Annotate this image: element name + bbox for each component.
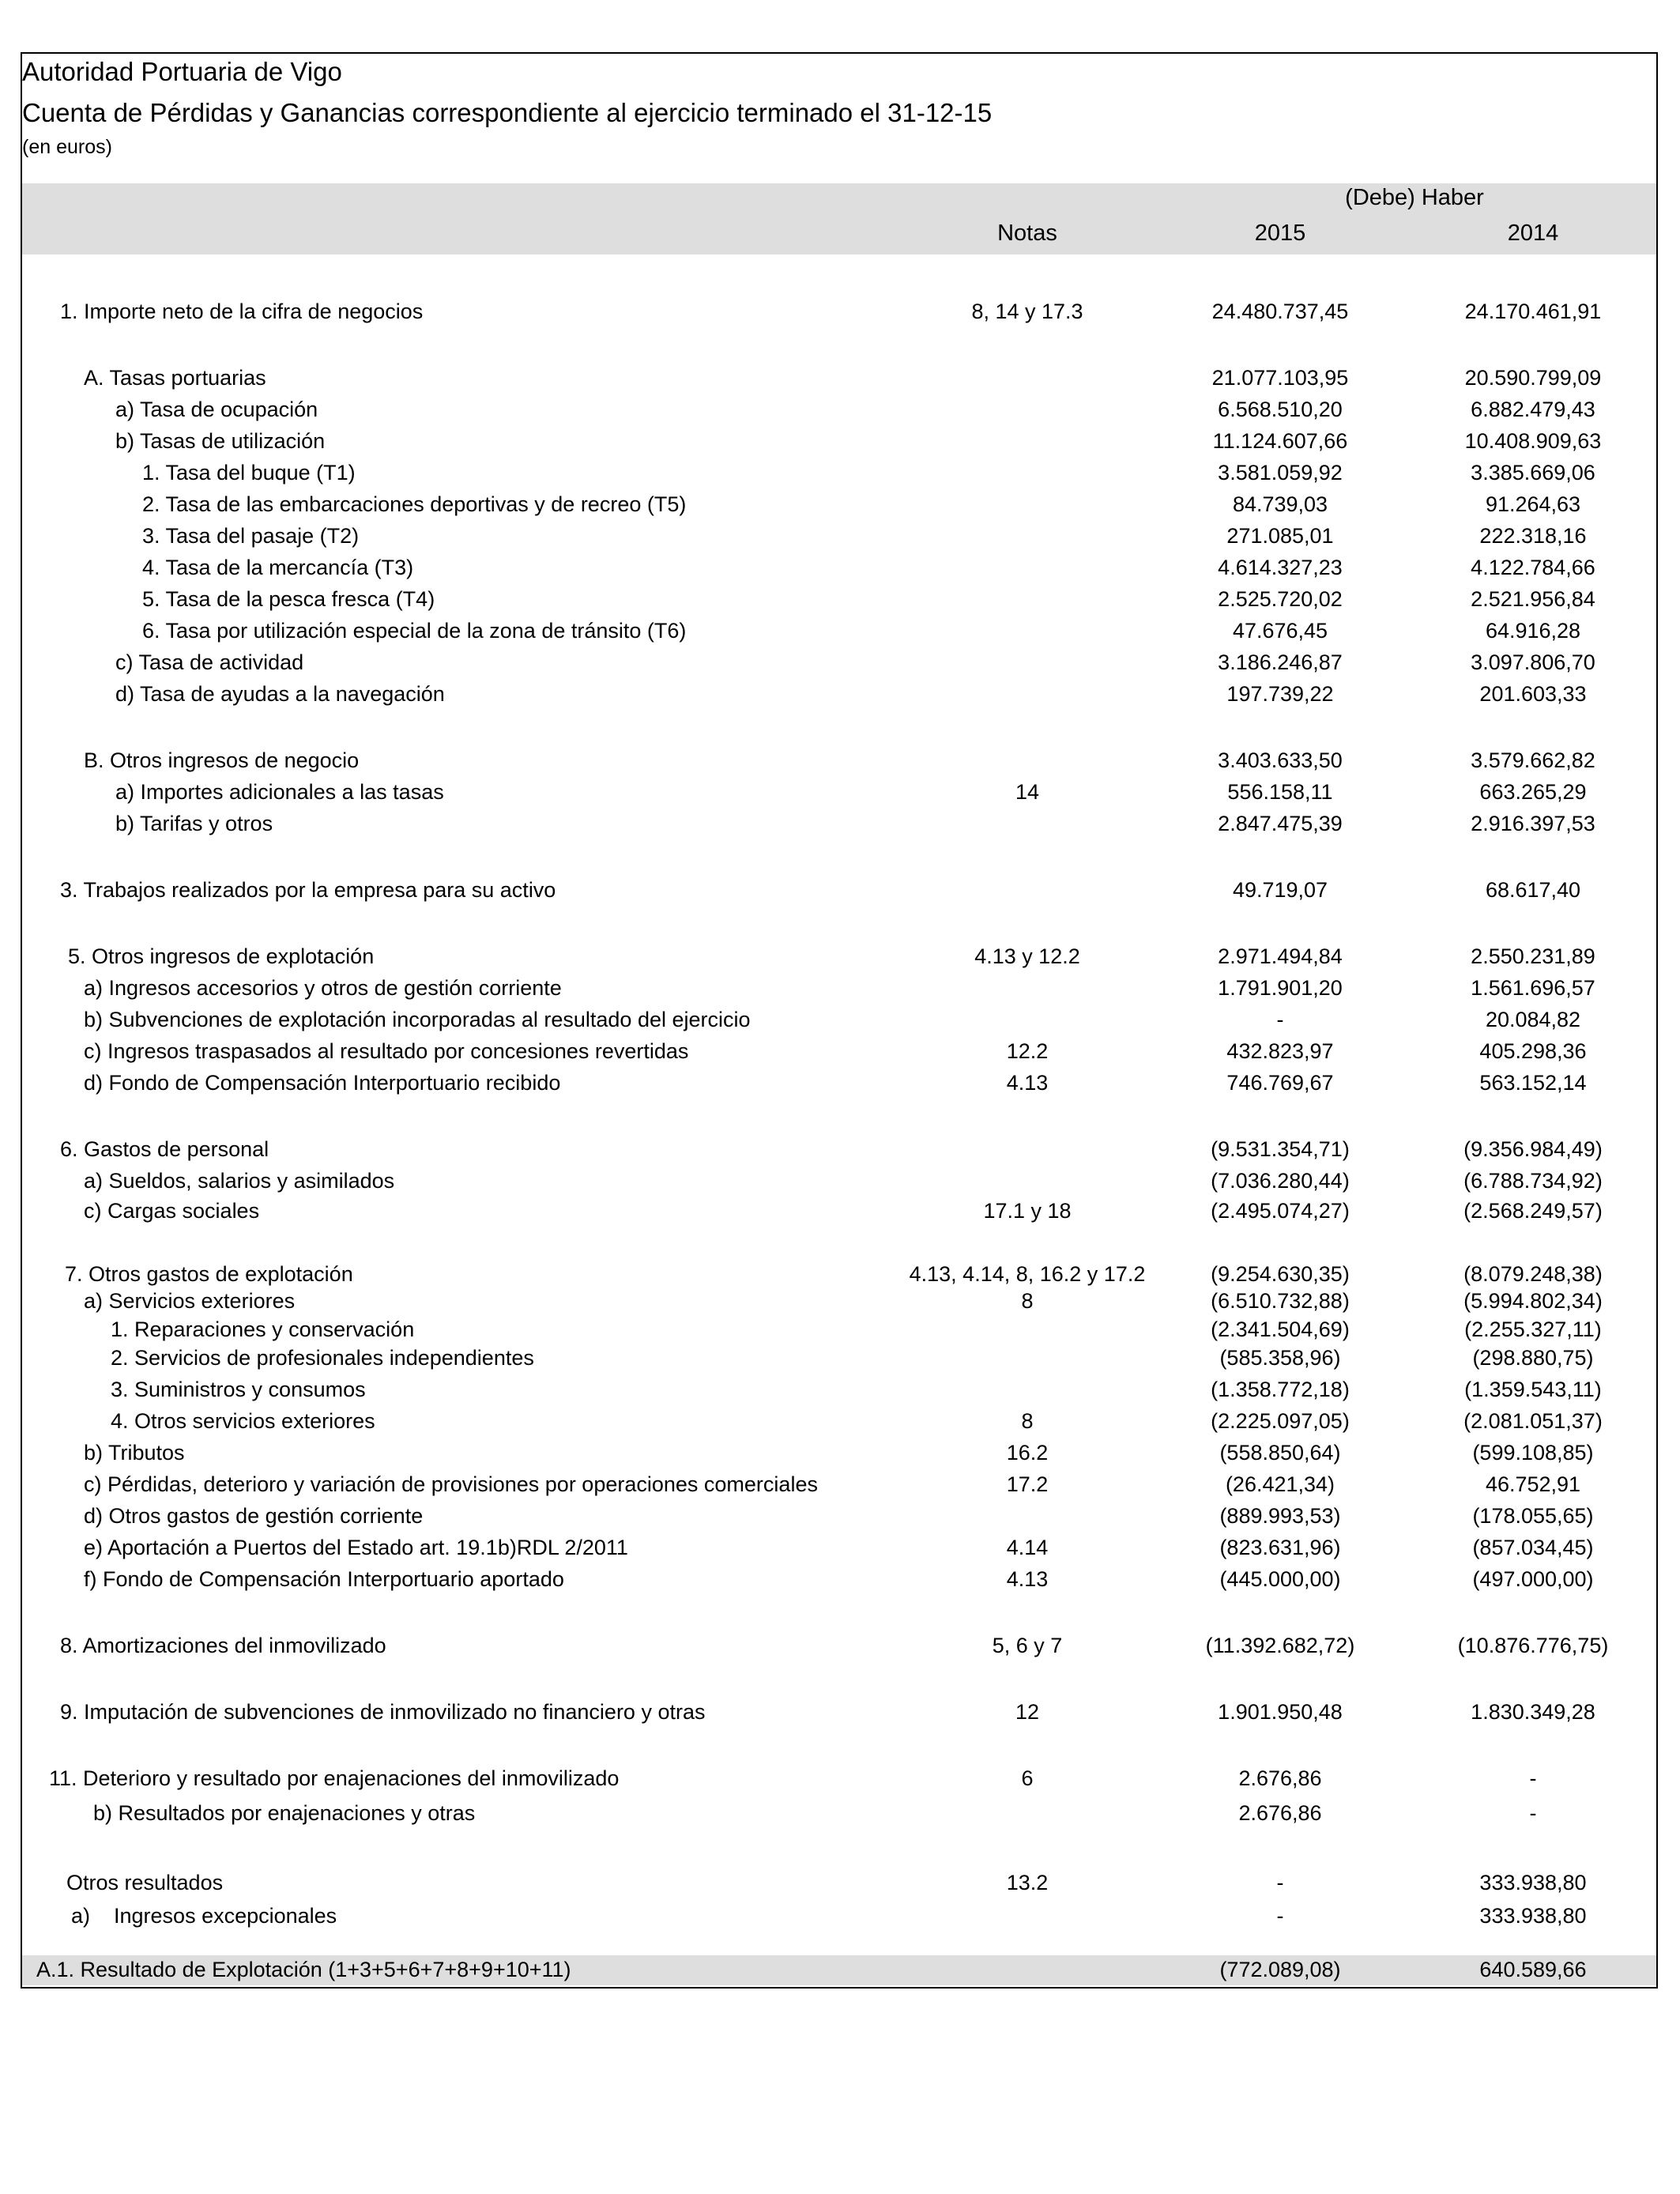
row-value-2014: (10.876.776,75) <box>1457 1634 1609 1657</box>
table-row <box>0 1698 1680 1726</box>
row-notes: 12.2 <box>1006 1039 1049 1063</box>
row-label: a) Tasa de ocupación <box>115 398 318 421</box>
row-value-2014: 10.408.909,63 <box>1464 429 1602 453</box>
row-notes: 14 <box>1015 780 1040 804</box>
row-value-2015: (26.421,34) <box>1225 1472 1335 1496</box>
row-notes: 8 <box>1021 1289 1034 1313</box>
row-value-2014: 20.590.799,09 <box>1464 366 1602 390</box>
row-label: b) Tarifas y otros <box>115 812 273 835</box>
row-value-2014: (178.055,65) <box>1472 1504 1594 1528</box>
row-value-2014: 1.830.349,28 <box>1471 1700 1595 1724</box>
row-label: a) Ingresos excepcionales <box>71 1904 337 1928</box>
table-row <box>0 1037 1680 1065</box>
row-value-2015: 3.581.059,92 <box>1218 461 1343 484</box>
row-value-2014: 4.122.784,66 <box>1471 556 1595 579</box>
row-value-2014: (2.255.327,11) <box>1464 1318 1602 1341</box>
row-label: a) Servicios exteriores <box>84 1289 296 1313</box>
row-notes: 4.13 <box>1006 1071 1049 1095</box>
table-row <box>0 1438 1680 1467</box>
row-value-2014: 68.617,40 <box>1485 878 1581 902</box>
row-label: c) Pérdidas, deterioro y variación de provisiones por operaciones comerciales <box>84 1472 818 1496</box>
row-value-2014: 1.561.696,57 <box>1471 976 1595 1000</box>
row-value-2015: 432.823,97 <box>1226 1039 1334 1063</box>
row-notes: 5, 6 y 7 <box>992 1634 1063 1657</box>
row-label: a) Importes adicionales a las tasas <box>115 780 444 804</box>
row-value-2015: - <box>1276 1008 1284 1031</box>
row-notes: 6 <box>1021 1766 1034 1790</box>
row-label: 1. Importe neto de la cifra de negocios <box>60 300 424 323</box>
row-value-2015: (585.358,96) <box>1219 1346 1341 1370</box>
row-value-2014: 405.298,36 <box>1479 1039 1587 1063</box>
table-row <box>0 778 1680 806</box>
row-value-2015: 2.971.494,84 <box>1218 944 1343 968</box>
year-2015-header: 2015 <box>1254 221 1306 246</box>
row-value-2015: 2.676,86 <box>1238 1801 1322 1825</box>
table-row <box>0 616 1680 645</box>
row-value-2014: 333.938,80 <box>1479 1904 1587 1928</box>
row-value-2014: (9.356.984,49) <box>1463 1137 1603 1161</box>
row-label: f) Fondo de Compensación Interportuario aportado <box>84 1567 564 1591</box>
row-value-2015: 2.676,86 <box>1238 1766 1322 1790</box>
row-value-2014: 2.916.397,53 <box>1471 812 1595 835</box>
row-value-2015: 2.847.475,39 <box>1218 812 1343 835</box>
row-label: 3. Trabajos realizados por la empresa para su activo <box>60 878 556 902</box>
row-value-2015: 197.739,22 <box>1226 682 1334 706</box>
row-label: 5. Otros ingresos de explotación <box>68 944 375 968</box>
row-value-2015: (9.254.630,35) <box>1211 1262 1350 1286</box>
table-row <box>0 648 1680 677</box>
row-value-2015: 2.525.720,02 <box>1218 587 1343 611</box>
row-value-2014: (1.359.543,11) <box>1464 1378 1602 1401</box>
row-value-2014: (6.788.734,92) <box>1463 1169 1603 1193</box>
row-value-2015: 3.403.633,50 <box>1218 748 1343 772</box>
row-value-2015: 84.739,03 <box>1232 492 1328 516</box>
table-row <box>0 364 1680 392</box>
notas-header: Notas <box>997 221 1057 246</box>
row-notes: 16.2 <box>1006 1441 1049 1465</box>
row-value-2015: 47.676,45 <box>1232 619 1328 643</box>
row-label: c) Cargas sociales <box>84 1199 260 1223</box>
row-notes: 17.2 <box>1006 1472 1049 1496</box>
row-value-2015: - <box>1276 1904 1284 1928</box>
table-row <box>0 746 1680 775</box>
row-value-2015: 556.158,11 <box>1227 780 1333 804</box>
row-value-2015: 271.085,01 <box>1226 524 1334 548</box>
table-row <box>0 1135 1680 1163</box>
statement-title: Cuenta de Pérdidas y Ganancias correspondiente al ejercicio terminado el 31-12-15 <box>22 98 993 127</box>
table-row <box>0 1069 1680 1097</box>
row-value-2015: 4.614.327,23 <box>1218 556 1343 579</box>
table-row <box>0 1565 1680 1593</box>
row-label: 7. Otros gastos de explotación <box>65 1262 353 1286</box>
row-value-2014: 201.603,33 <box>1479 682 1587 706</box>
row-label: 3. Tasa del pasaje (T2) <box>142 524 360 548</box>
row-value-2014: 563.152,14 <box>1479 1071 1587 1095</box>
row-label: c) Ingresos traspasados al resultado por concesiones revertidas <box>84 1039 689 1063</box>
row-value-2015: 24.480.737,45 <box>1211 300 1349 323</box>
row-value-2014: (8.079.248,38) <box>1463 1262 1603 1286</box>
row-label: 5. Tasa de la pesca fresca (T4) <box>142 587 435 611</box>
row-value-2014: 46.752,91 <box>1485 1472 1581 1496</box>
row-label: B. Otros ingresos de negocio <box>84 748 360 772</box>
debe-haber-header: (Debe) Haber <box>1345 185 1484 210</box>
table-row <box>0 458 1680 487</box>
row-label: a) Sueldos, salarios y asimilados <box>84 1169 395 1193</box>
row-label: 3. Suministros y consumos <box>111 1378 366 1401</box>
row-value-2015: (772.089,08) <box>1219 1958 1341 1981</box>
row-value-2014: (2.081.051,37) <box>1463 1409 1603 1433</box>
row-value-2014: - <box>1529 1766 1537 1790</box>
row-value-2015: - <box>1276 1871 1284 1894</box>
table-row <box>0 1502 1680 1530</box>
table-row <box>0 553 1680 582</box>
row-notes: 13.2 <box>1006 1871 1049 1894</box>
row-value-2015: 746.769,67 <box>1226 1071 1334 1095</box>
table-row <box>0 490 1680 518</box>
table-row <box>0 297 1680 326</box>
row-value-2014: (497.000,00) <box>1472 1567 1594 1591</box>
table-row <box>0 809 1680 838</box>
row-value-2014: (298.880,75) <box>1472 1346 1594 1370</box>
row-label: 8. Amortizaciones del inmovilizado <box>60 1634 386 1657</box>
row-notes: 17.1 y 18 <box>983 1199 1072 1223</box>
table-row <box>0 1955 1680 1984</box>
table-row <box>0 1344 1680 1372</box>
row-label: b) Subvenciones de explotación incorporadas al resultado del ejercicio <box>84 1008 751 1031</box>
row-value-2014: 663.265,29 <box>1479 780 1587 804</box>
row-label: 9. Imputación de subvenciones de inmovilizado no financiero y otras <box>60 1700 706 1724</box>
table-row <box>0 427 1680 455</box>
row-value-2014: 333.938,80 <box>1479 1871 1587 1894</box>
table-row <box>0 1197 1680 1225</box>
row-label: b) Tributos <box>84 1441 185 1465</box>
row-notes: 4.13, 4.14, 8, 16.2 y 17.2 <box>909 1262 1146 1286</box>
row-value-2015: 1.901.950,48 <box>1218 1700 1343 1724</box>
row-value-2015: (2.225.097,05) <box>1211 1409 1350 1433</box>
table-row <box>0 1902 1680 1930</box>
row-label: c) Tasa de actividad <box>115 650 304 674</box>
table-row <box>0 1167 1680 1195</box>
row-label: d) Tasa de ayudas a la navegación <box>115 682 445 706</box>
row-value-2014: (599.108,85) <box>1472 1441 1594 1465</box>
row-value-2015: (445.000,00) <box>1219 1567 1341 1591</box>
row-value-2015: (2.341.504,69) <box>1211 1318 1350 1341</box>
row-value-2014: 91.264,63 <box>1485 492 1581 516</box>
table-row <box>0 1375 1680 1404</box>
table-row <box>0 974 1680 1002</box>
table-row <box>0 1287 1680 1315</box>
row-value-2014: 3.579.662,82 <box>1471 748 1595 772</box>
table-row <box>0 1407 1680 1435</box>
row-value-2015: 21.077.103,95 <box>1211 366 1349 390</box>
row-value-2015: (11.392.682,72) <box>1205 1634 1355 1657</box>
table-row <box>0 1631 1680 1660</box>
row-value-2014: 640.589,66 <box>1479 1958 1587 1981</box>
row-label: 1. Tasa del buque (T1) <box>142 461 356 484</box>
row-label: 2. Tasa de las embarcaciones deportivas y de recreo (T5) <box>142 492 687 516</box>
row-value-2014: 64.916,28 <box>1485 619 1581 643</box>
row-label: 4. Tasa de la mercancía (T3) <box>142 556 414 579</box>
row-value-2015: 6.568.510,20 <box>1218 398 1343 421</box>
row-label: A.1. Resultado de Explotación (1+3+5+6+7+8+9+10+11) <box>36 1958 571 1981</box>
table-row <box>0 1260 1680 1288</box>
table-row <box>0 1315 1680 1344</box>
row-value-2015: (2.495.074,27) <box>1211 1199 1350 1223</box>
row-label: A. Tasas portuarias <box>84 366 266 390</box>
row-value-2014: 6.882.479,43 <box>1471 398 1595 421</box>
row-value-2014: 2.550.231,89 <box>1471 944 1595 968</box>
table-row <box>0 522 1680 550</box>
row-value-2014: (857.034,45) <box>1472 1536 1594 1559</box>
row-value-2014: 3.385.669,06 <box>1471 461 1595 484</box>
table-row <box>0 1764 1680 1793</box>
row-notes: 8, 14 y 17.3 <box>971 300 1083 323</box>
row-label: d) Otros gastos de gestión corriente <box>84 1504 424 1528</box>
table-row <box>0 395 1680 424</box>
table-row <box>0 585 1680 613</box>
row-value-2015: (7.036.280,44) <box>1211 1169 1350 1193</box>
row-label: e) Aportación a Puertos del Estado art. 19.1b)RDL 2/2011 <box>84 1536 628 1559</box>
table-row <box>0 1533 1680 1562</box>
units-note: (en euros) <box>22 136 112 158</box>
row-value-2014: (5.994.802,34) <box>1463 1289 1603 1313</box>
year-2014-header: 2014 <box>1507 221 1559 246</box>
row-notes: 4.13 <box>1006 1567 1049 1591</box>
row-notes: 4.14 <box>1006 1536 1049 1559</box>
row-label: 6. Tasa por utilización especial de la zona de tránsito (T6) <box>142 619 687 643</box>
row-value-2014: 24.170.461,91 <box>1464 300 1602 323</box>
row-label: b) Resultados por enajenaciones y otras <box>93 1801 476 1825</box>
row-value-2015: (6.510.732,88) <box>1211 1289 1350 1313</box>
row-value-2015: (9.531.354,71) <box>1211 1137 1350 1161</box>
table-row <box>0 876 1680 904</box>
row-value-2014: 2.521.956,84 <box>1471 587 1595 611</box>
row-label: 2. Servicios de profesionales independientes <box>111 1346 534 1370</box>
row-label: 6. Gastos de personal <box>60 1137 269 1161</box>
table-row <box>0 680 1680 708</box>
organization-name: Autoridad Portuaria de Vigo <box>22 57 342 86</box>
row-value-2014: - <box>1529 1801 1537 1825</box>
row-value-2015: (823.631,96) <box>1219 1536 1341 1559</box>
table-row <box>0 1799 1680 1827</box>
row-value-2015: 3.186.246,87 <box>1218 650 1343 674</box>
row-value-2014: 3.097.806,70 <box>1471 650 1595 674</box>
row-notes: 4.13 y 12.2 <box>974 944 1080 968</box>
row-value-2015: 11.124.607,66 <box>1212 429 1348 453</box>
row-label: 11. Deterioro y resultado por enajenaciones del inmovilizado <box>49 1766 620 1790</box>
table-row <box>0 1005 1680 1034</box>
row-notes: 12 <box>1015 1700 1040 1724</box>
row-value-2015: 49.719,07 <box>1232 878 1328 902</box>
row-notes: 8 <box>1021 1409 1034 1433</box>
row-label: Otros resultados <box>66 1871 224 1894</box>
row-label: d) Fondo de Compensación Interportuario recibido <box>84 1071 561 1095</box>
row-value-2015: (558.850,64) <box>1219 1441 1341 1465</box>
row-label: a) Ingresos accesorios y otros de gestión corriente <box>84 976 562 1000</box>
row-label: 4. Otros servicios exteriores <box>111 1409 375 1433</box>
row-label: b) Tasas de utilización <box>115 429 326 453</box>
table-row <box>0 942 1680 971</box>
row-value-2014: 20.084,82 <box>1485 1008 1581 1031</box>
row-value-2015: (889.993,53) <box>1219 1504 1341 1528</box>
row-value-2014: 222.318,16 <box>1479 524 1587 548</box>
row-label: 1. Reparaciones y conservación <box>111 1318 415 1341</box>
table-row <box>0 1868 1680 1897</box>
table-row <box>0 1470 1680 1498</box>
row-value-2014: (2.568.249,57) <box>1463 1199 1603 1223</box>
row-value-2015: (1.358.772,18) <box>1211 1378 1350 1401</box>
row-value-2015: 1.791.901,20 <box>1218 976 1343 1000</box>
